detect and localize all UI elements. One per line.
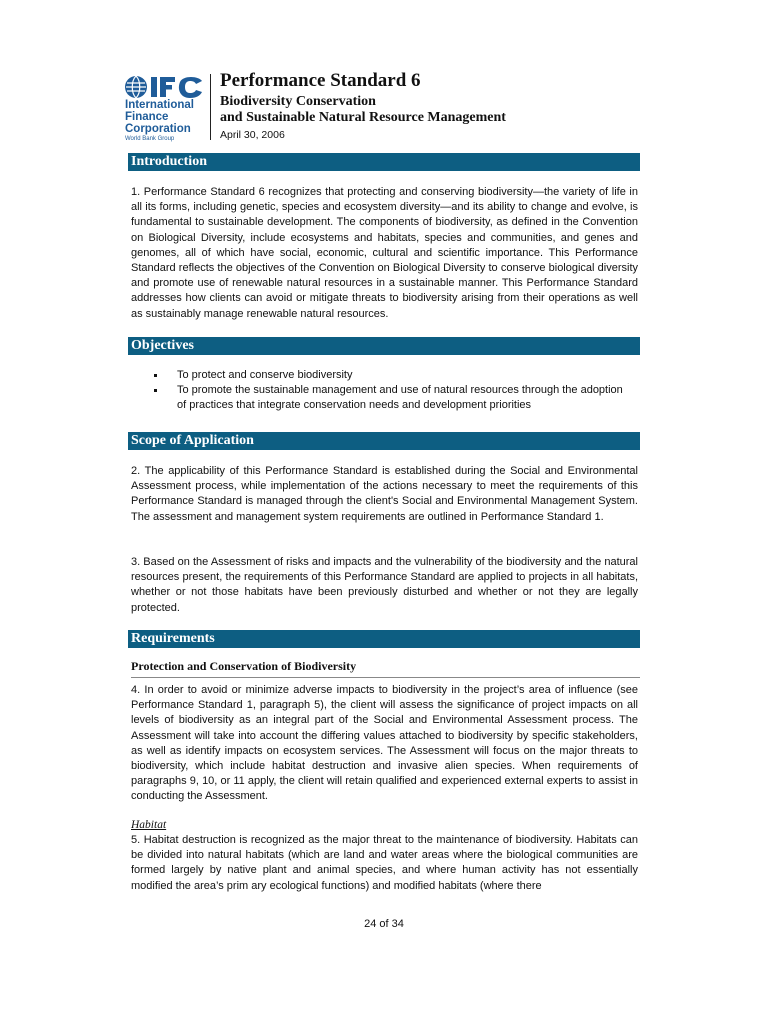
page-number: 24 of 34: [364, 918, 404, 930]
paragraph-3: 3. Based on the Assessment of risks and impacts and the vulnerability of the biodiversity and the natural resources present, the requirements of this Performance Standard are applied to projects in all habitats, whether or not those habitats have been previously disturbed and whether or not they are legally protected.: [131, 556, 638, 614]
subheading-protection-conservation: Protection and Conservation of Biodiversity: [131, 659, 357, 673]
header-divider: [210, 74, 211, 140]
paragraph-5: 5. Habitat destruction is recognized as the major threat to the maintenance of biodiversity. Habitats can be divided into natural habitats (which are land and water areas where the biological communities are formed largely by native plant and animal species, and where human activity has not essentially modified the area’s prim ary ecological functions) and modified habitats (where there: [131, 834, 638, 892]
subheading-divider: [131, 677, 640, 678]
ifc-globe-logo-icon: [124, 74, 204, 100]
objective-item: To promote the sustainable management and use of natural resources through the adoption of practices that integrate conservation needs and development priorities: [131, 383, 631, 413]
section-heading-requirements: Requirements: [128, 630, 640, 648]
document-subtitle-line2: and Sustainable Natural Resource Management: [220, 110, 506, 125]
section-heading-objectives: Objectives: [128, 337, 640, 355]
logo-text-world-bank-group: World Bank Group: [125, 136, 175, 142]
document-title: Performance Standard 6: [220, 70, 421, 91]
paragraph-1: 1. Performance Standard 6 recognizes that protecting and conserving biodiversity—the variety of life in all its forms, including genetic, species and ecosystem diversity—and its ability to change and evolve, is fundamental to sustainable development. The components of biodiversity, as defined in the Convention on Biological Diversity, include ecosystems and habitats, species and communities, and genes and genomes, all of which have social, economic, cultural and scientific importance. This Performance Standard reflects the objectives of the Convention on Biological Diversity to conserve biological diversity and promote use of renewable natural resources in a sustainable manner. This Performance Standard addresses how clients can avoid or mitigate threats to biodiversity arising from their operations as well as sustainably manage renewable natural resources.: [131, 186, 638, 320]
logo-text-finance: Finance: [125, 111, 169, 123]
logo-text-corporation: Corporation: [125, 123, 191, 135]
document-subtitle-line1: Biodiversity Conservation: [220, 94, 376, 109]
paragraph-4: 4. In order to avoid or minimize adverse impacts to biodiversity in the project’s area of influence (see Performance Standard 1, paragraph 5), the client will assess the significance of project impacts on all levels of biodiversity as an integral part of the Social and Environmental Assessment process. The Assessment will take into account the differing values attached to biodiversity by specific stakeholders, as well as identify impacts on ecosystem services. The Assessment will focus on the major threats to biodiversity, which include habitat destruction and invasive alien species. When requirements of paragraphs 9, 10, or 11 apply, the client will retain qualified and experienced external experts to assist in conducting the Assessment.: [131, 684, 638, 803]
section-heading-introduction: Introduction: [128, 153, 640, 171]
paragraph-2: 2. The applicability of this Performance Standard is established during the Social and Environmental Assessment process, while implementation of the actions necessary to meet the requirements of this Performance Standard is managed through the client's Social and Environmental Management System. The assessment and management system requirements are outlined in Performance Standard 1.: [131, 465, 638, 523]
document-date: April 30, 2006: [220, 129, 285, 141]
logo-text-international: International: [125, 99, 195, 111]
subheading-habitat: Habitat: [131, 819, 167, 831]
objective-item: To protect and conserve biodiversity: [131, 368, 631, 383]
ifc-logo: [124, 72, 204, 144]
objectives-list: [131, 368, 631, 414]
section-heading-scope: Scope of Application: [128, 432, 640, 450]
